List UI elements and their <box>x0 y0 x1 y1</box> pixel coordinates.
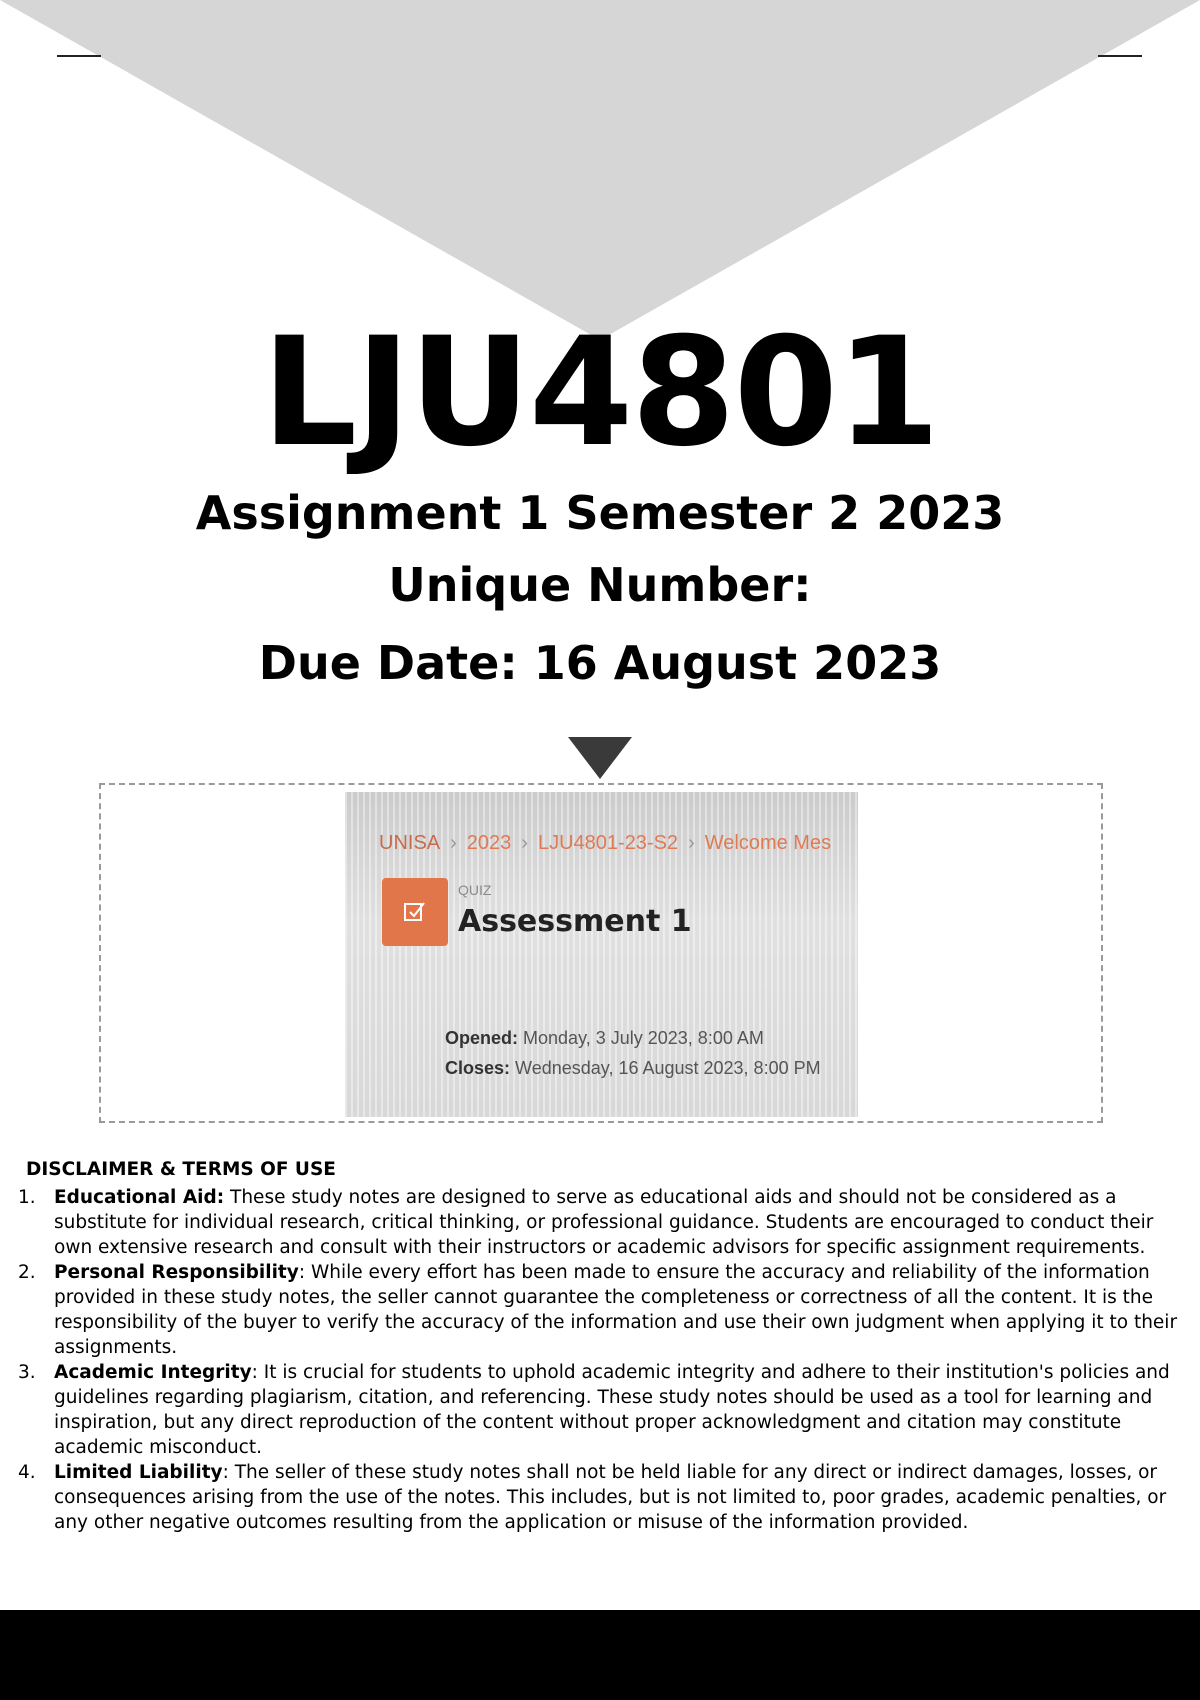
disclaimer-list <box>0 1185 1200 1535</box>
course-code-title: LJU4801 <box>261 306 939 480</box>
item-heading: Limited Liability <box>54 1462 223 1483</box>
list-item <box>18 1185 1200 1260</box>
chevron-right-icon: › <box>521 832 528 854</box>
item-text: These study notes are designed to serve as educational aids and should not be considered as a substitute for individual research, critical thinking, or professional guidance. Students are encouraged to conduct their own extensive research and consult with their instructors or academic advisors for specific assignment requirements. <box>54 1187 1154 1258</box>
item-text: : It is crucial for students to uphold academic integrity and adhere to their institution's policies and guidelines regarding plagiarism, citation, and referencing. These study notes should be used as a tool for learning and inspiration, but any direct reproduction of the content without proper acknowledgment and citation may constitute academic misconduct. <box>54 1362 1170 1458</box>
breadcrumb <box>379 832 831 855</box>
closes-label: Closes: <box>445 1058 511 1078</box>
item-number: 4. <box>18 1462 36 1483</box>
breadcrumb-item: 2023 <box>466 832 512 854</box>
list-item <box>18 1460 1200 1535</box>
item-heading: Academic Integrity <box>54 1362 252 1383</box>
quiz-checkbox-icon <box>382 878 448 946</box>
item-text: : While every effort has been made to ensure the accuracy and reliability of the information provided in these study notes, the seller cannot guarantee the completeness or correctness of all the content. It is the responsibility of the buyer to verify the accuracy of the information and use their own judgment when applying it to their assignments. <box>54 1262 1178 1358</box>
bottom-bar <box>0 1610 1200 1700</box>
opened-date <box>445 1028 764 1049</box>
breadcrumb-item: LJU4801-23-S2 <box>537 832 679 854</box>
item-heading: Educational Aid: <box>54 1187 225 1208</box>
assignment-subtitle: Assignment 1 Semester 2 2023 <box>195 486 1005 540</box>
chevron-right-icon: › <box>688 832 695 854</box>
quiz-type-label: QUIZ <box>458 882 492 898</box>
item-number: 3. <box>18 1362 36 1383</box>
corner-line-right <box>1098 55 1142 57</box>
opened-label: Opened: <box>445 1028 519 1048</box>
header-chevron-shape <box>0 0 1200 340</box>
disclaimer-title: DISCLAIMER & TERMS OF USE <box>26 1159 336 1180</box>
due-date-label: Due Date: 16 August 2023 <box>258 636 942 690</box>
list-item <box>18 1360 1200 1460</box>
item-text: : The seller of these study notes shall not be held liable for any direct or indirect damages, losses, or consequences arising from the use of the notes. This includes, but is not limited to, poor grades, academic penalties, or any other negative outcomes resulting from the application or misuse of the information provided. <box>54 1462 1167 1533</box>
assessment-title: Assessment 1 <box>458 904 692 939</box>
item-heading: Personal Responsibility <box>54 1262 299 1283</box>
assessment-screenshot-photo <box>345 792 858 1117</box>
chevron-right-icon: › <box>450 832 457 854</box>
closes-value: Wednesday, 16 August 2023, 8:00 PM <box>515 1058 821 1078</box>
opened-value: Monday, 3 July 2023, 8:00 AM <box>523 1028 764 1048</box>
corner-line-left <box>57 55 101 57</box>
breadcrumb-item: Welcome Mes <box>704 832 832 854</box>
breadcrumb-item: UNISA <box>379 832 441 854</box>
unique-number-label: Unique Number: <box>388 558 812 612</box>
down-arrow-icon <box>568 737 632 779</box>
item-number: 2. <box>18 1262 36 1283</box>
item-number: 1. <box>18 1187 36 1208</box>
disclaimer-section <box>0 1157 1200 1535</box>
closes-date <box>445 1058 821 1079</box>
list-item <box>18 1260 1200 1360</box>
